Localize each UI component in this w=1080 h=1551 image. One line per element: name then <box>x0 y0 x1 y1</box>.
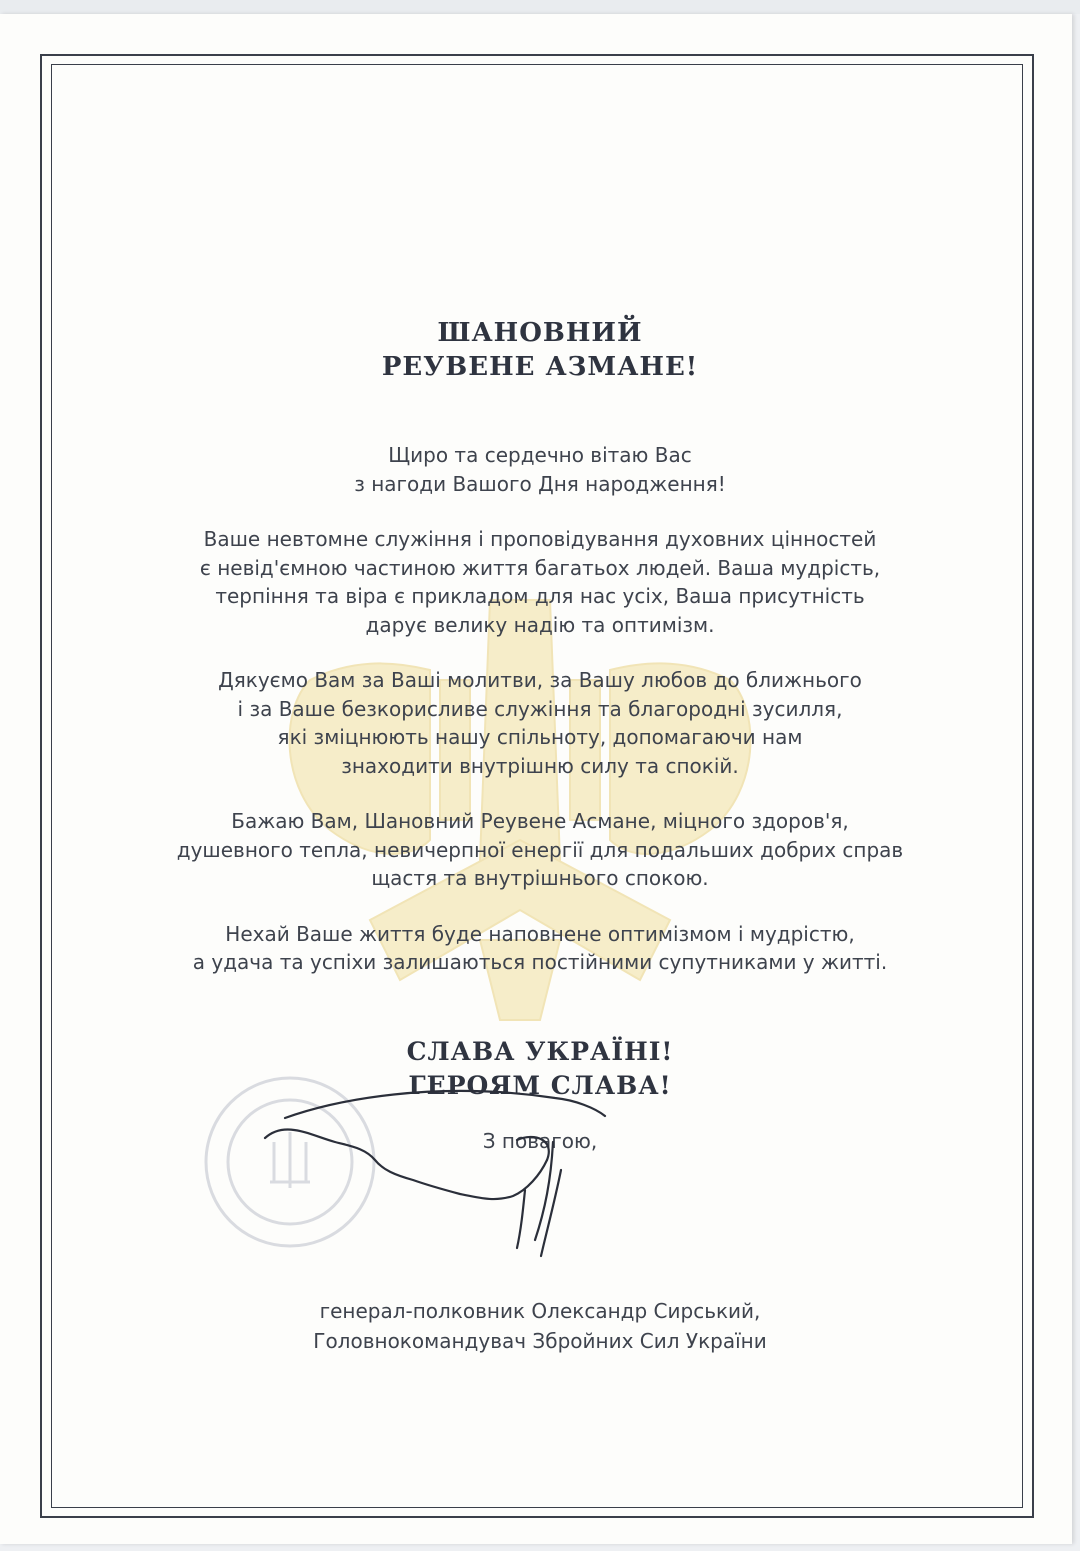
salutation-heading <box>60 316 1020 384</box>
body-line: знаходити внутрішню силу та спокій. <box>341 753 739 778</box>
body-line: є невід'ємною частиною життя багатьох людей. Ваша мудрість, <box>199 555 881 580</box>
letter-body <box>60 441 1020 1004</box>
body-line: і за Ваше безкорисливе служіння та благородні зусилля, <box>237 696 843 721</box>
salutation-line-1: ШАНОВНИЙ <box>437 318 643 348</box>
signatory-block <box>60 1296 1020 1356</box>
closing-regards: З повагою, <box>482 1129 598 1153</box>
paragraph-service <box>60 525 1020 639</box>
slogan-line-2: ГЕРОЯМ СЛАВА! <box>408 1071 672 1100</box>
signatory-position: Головнокомандувач Збройних Сил України <box>313 1329 767 1353</box>
paragraph-wishes <box>60 807 1020 893</box>
top-strip <box>0 0 1080 14</box>
body-line: щастя та внутрішнього спокою. <box>371 866 709 890</box>
body-line: Дякуємо Вам за Ваші молитви, за Вашу любов до ближнього <box>218 668 862 692</box>
body-line: з нагоди Вашого Дня народження! <box>354 471 726 496</box>
paragraph-greeting <box>60 441 1020 498</box>
paragraph-gratitude <box>60 666 1020 780</box>
paragraph-blessing <box>60 920 1020 977</box>
body-line: а удача та успіхи залишаються постійними супутниками у житті. <box>192 950 888 974</box>
signatory-rank-name: генерал-полковник Олександр Сирський, <box>319 1299 761 1323</box>
body-line: які зміцнюють нашу спільноту, допомагаючи нам <box>277 725 803 749</box>
body-line: Ваше невтомне служіння і проповідування духовних цінностей <box>203 527 877 551</box>
body-line: терпіння та віра є прикладом для нас усіх, Ваша присутність <box>215 584 865 608</box>
body-line: Щиро та сердечно вітаю Вас <box>388 443 692 467</box>
handwritten-signature-icon <box>255 1080 615 1260</box>
slogan-line-1: СЛАВА УКРАЇНІ! <box>406 1037 674 1066</box>
body-line: дарує велику надію та оптимізм. <box>365 612 715 637</box>
body-line: Нехай Ваше життя буде наповнене оптимізмом і мудрістю, <box>225 921 855 946</box>
salutation-line-2: РЕУВЕНЕ АЗМАНЕ! <box>381 352 699 382</box>
body-line: Бажаю Вам, Шановний Реувене Асмане, міцного здоров'я, <box>231 809 849 833</box>
body-line: душевного тепла, невичерпної енергії для подальших добрих справ <box>176 837 904 862</box>
